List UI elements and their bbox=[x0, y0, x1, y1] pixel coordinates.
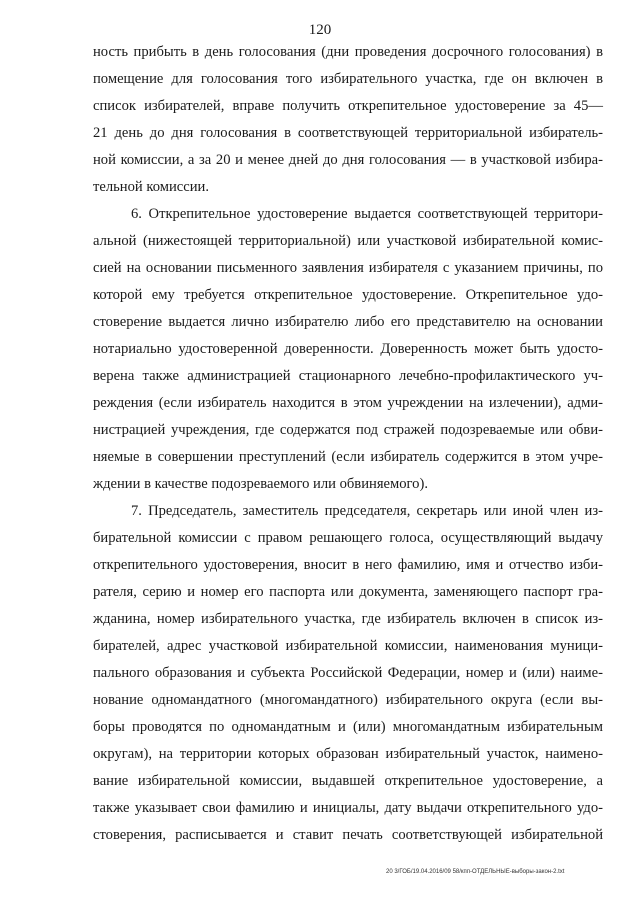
text-line: также указывает свои фамилию и инициалы, дату выдачи открепительного удо- bbox=[93, 800, 603, 816]
page-number: 120 bbox=[308, 22, 332, 38]
text-line: сией на основании письменного заявления избирателя с указанием причины, по bbox=[93, 260, 603, 276]
text-line: список избирателей, вправе получить открепительное удостоверение за 45— bbox=[93, 98, 603, 114]
text-line: округам), на территории которых образован избирательный участок, наимено- bbox=[93, 746, 603, 762]
text-line: жданина, номер избирательного участка, где избиратель включен в список из- bbox=[93, 611, 603, 627]
text-line: рателя, серию и номер его паспорта или документа, заменяющего паспорт гра- bbox=[93, 584, 603, 600]
text-line: помещение для голосования того избирательного участка, где он включен в bbox=[93, 71, 603, 87]
text-line: которой ему требуется открепительное удостоверение. Открепительное удо- bbox=[93, 287, 603, 303]
text-line: открепительного удостоверения, вносит в него фамилию, имя и отчество изби- bbox=[93, 557, 603, 573]
text-line: тельной комиссии. bbox=[93, 179, 209, 195]
text-line: стоверение выдается лично избирателю либо его представителю на основании bbox=[93, 314, 603, 330]
text-line: нование одномандатного (многомандатного) избирательного округа (если вы- bbox=[93, 692, 603, 708]
text-line: 21 день до дня голосования в соответствующей территориальной избиратель- bbox=[93, 125, 603, 141]
text-line: 6. Открепительное удостоверение выдается соответствующей территори- bbox=[131, 206, 603, 222]
text-line: стоверения, расписывается и ставит печать соответствующей избирательной bbox=[93, 827, 603, 843]
text-line: боры проводятся по одномандатным и (или) многомандатным избирательным bbox=[93, 719, 603, 735]
text-line: бирательной комиссии с правом решающего голоса, осуществляющий выдачу bbox=[93, 530, 603, 546]
footer-file-path: 20 3/ГОБ/19.04.2016/09 58/кпп-ОТДЕЛЬНЫЕ-выборы-закон-2.txt bbox=[386, 869, 565, 875]
text-line: пального образования и субъекта Российской Федерации, номер и (или) наиме- bbox=[93, 665, 603, 681]
text-line: ность прибыть в день голосования (дни проведения досрочного голосования) в bbox=[93, 44, 603, 60]
text-line: бирателей, адрес участковой избирательной комиссии, наименования муници- bbox=[93, 638, 603, 654]
text-line: вание избирательной комиссии, выдавшей открепительное удостоверение, а bbox=[93, 773, 603, 789]
text-line: 7. Председатель, заместитель председателя, секретарь или иной член из- bbox=[131, 503, 603, 519]
text-line: ждении в качестве подозреваемого или обвиняемого). bbox=[93, 476, 428, 492]
text-line: няемые в совершении преступлений (если избиратель содержится в этом учре- bbox=[93, 449, 603, 465]
text-line: нистрацией учреждения, где содержатся под стражей подозреваемые или обви- bbox=[93, 422, 603, 438]
text-line: ной комиссии, а за 20 и менее дней до дня голосования — в участковой избира- bbox=[93, 152, 603, 168]
text-line: реждения (если избиратель находится в этом учреждении на излечении), адми- bbox=[93, 395, 603, 411]
text-line: верена также администрацией стационарного лечебно-профилактического уч- bbox=[93, 368, 603, 384]
text-line: нотариально удостоверенной доверенности. Доверенность может быть удосто- bbox=[93, 341, 603, 357]
text-line: альной (нижестоящей территориальной) или участковой избирательной комис- bbox=[93, 233, 603, 249]
